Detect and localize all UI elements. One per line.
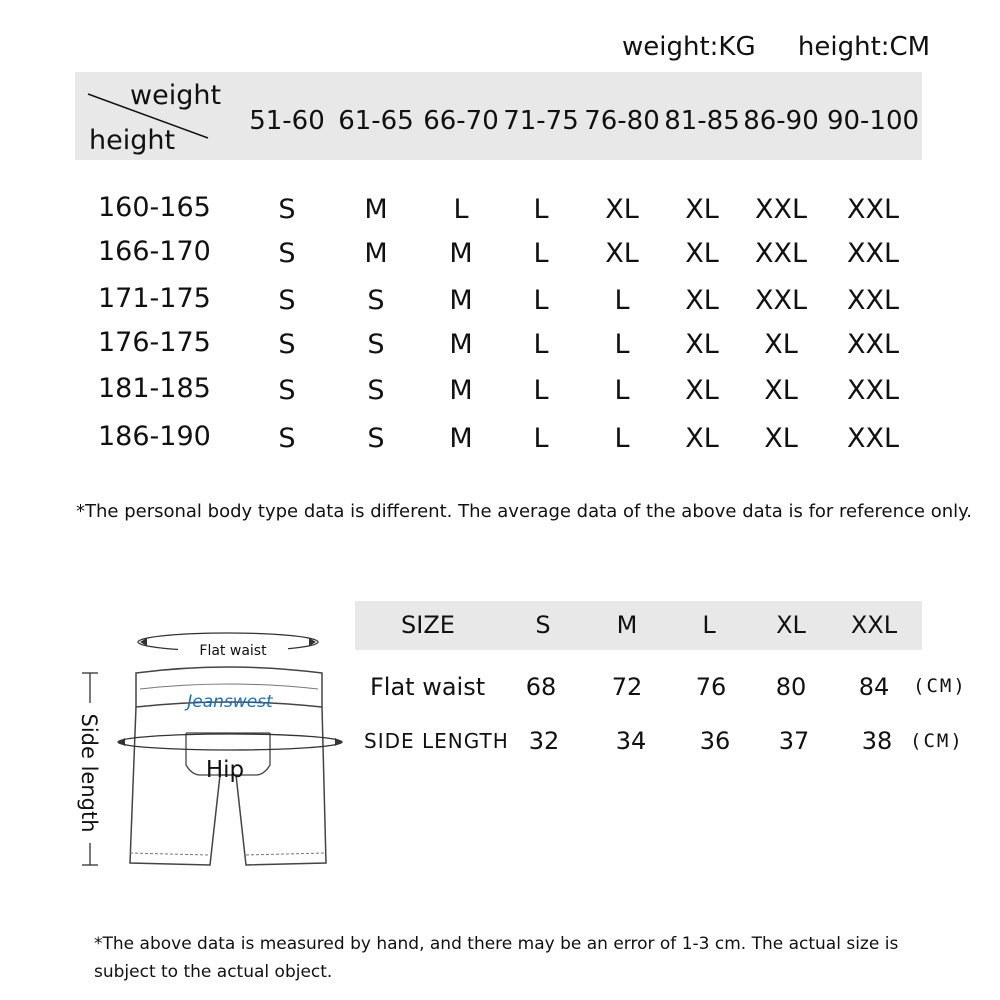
size-cell: XXL [846, 329, 900, 360]
size-cell: XL [764, 329, 798, 360]
size-cell: XL [685, 329, 719, 360]
size-cell: M [449, 238, 473, 269]
weight-column-header: 71-75 [503, 106, 579, 136]
size-cell: XL [685, 238, 719, 269]
size-cell: M [364, 194, 388, 225]
size-cell: XXL [846, 375, 900, 406]
size-cell: XXL [846, 423, 900, 454]
size-cell: XXL [846, 194, 900, 225]
size-cell: XL [685, 285, 719, 316]
height-row-label: 160-165 [98, 192, 211, 223]
size-cell: XL [605, 194, 639, 225]
size-cell: M [449, 285, 473, 316]
size-cell: L [614, 423, 630, 454]
weight-unit: weight:KG [622, 32, 756, 62]
reference-note: *The personal body type data is different. The average data of the above data is for reference only. [76, 501, 972, 522]
size-cell: XL [605, 238, 639, 269]
height-unit: height:CM [797, 32, 931, 62]
flat-waist-value: 84 [858, 673, 890, 701]
height-row-label: 171-175 [98, 283, 211, 314]
weight-column-header: 76-80 [584, 106, 660, 136]
size-cell: M [364, 238, 388, 269]
shorts-diagram [70, 625, 350, 880]
corner-height-label: height [89, 125, 176, 156]
units-legend [622, 32, 930, 62]
size-cell: M [449, 329, 473, 360]
size-cell: M [449, 375, 473, 406]
side-length-value: 34 [615, 727, 647, 755]
size-cell: XL [685, 194, 719, 225]
size-cell: L [533, 375, 549, 406]
size-cell: S [278, 285, 296, 316]
weight-column-header: 86-90 [743, 106, 819, 136]
size-column-header: XL [776, 611, 806, 639]
side-length-value: 32 [528, 727, 560, 755]
flat-waist-value: 80 [775, 673, 807, 701]
hip-arrow [118, 734, 342, 750]
size-cell: L [533, 329, 549, 360]
size-cell: S [367, 375, 385, 406]
size-cell: S [367, 329, 385, 360]
size-cell: S [278, 329, 296, 360]
side-length-value: 36 [699, 727, 731, 755]
flat-waist-value: 68 [525, 673, 557, 701]
size-cell: L [533, 285, 549, 316]
size-cell: XXL [846, 238, 900, 269]
size-cell: XL [764, 375, 798, 406]
size-cell: S [278, 375, 296, 406]
height-row-label: 186-190 [98, 421, 211, 452]
size-cell: M [449, 423, 473, 454]
size-cell: L [614, 329, 630, 360]
size-cell: L [533, 194, 549, 225]
side-length-row-label: SIDE LENGTH [364, 729, 509, 753]
size-column-header: M [616, 611, 638, 639]
flat-waist-diagram-label: Flat waist [199, 643, 267, 659]
size-header-label: SIZE [401, 611, 455, 639]
size-cell: XXL [754, 285, 808, 316]
weight-column-header: 61-65 [338, 106, 414, 136]
shorts-outline [130, 707, 326, 865]
size-cell: L [533, 423, 549, 454]
size-cell: XXL [754, 238, 808, 269]
corner-weight-label: weight [130, 80, 222, 111]
size-cell: S [367, 423, 385, 454]
size-cell: XL [685, 423, 719, 454]
measurement-note: *The above data is measured by hand, and there may be an error of 1-3 cm. The actual size is subject to the actual object. [94, 934, 899, 982]
size-cell: S [278, 238, 296, 269]
side-length-label: Side length [77, 713, 101, 833]
weight-column-header: 90-100 [826, 106, 920, 136]
side-length-unit: (CM) [910, 730, 964, 752]
size-cell: L [453, 194, 469, 225]
flat-waist-unit: (CM) [913, 675, 967, 697]
size-cell: XXL [846, 285, 900, 316]
size-cell: XL [764, 423, 798, 454]
size-column-header: S [535, 611, 551, 639]
weight-column-header: 66-70 [423, 106, 499, 136]
height-row-label: 181-185 [98, 373, 211, 404]
size-cell: XL [685, 375, 719, 406]
size-cell: S [278, 194, 296, 225]
size-cell: L [533, 238, 549, 269]
flat-waist-value: 76 [695, 673, 727, 701]
flat-waist-row-label: Flat waist [370, 673, 486, 701]
size-cell: S [278, 423, 296, 454]
size-column-header: XXL [850, 611, 898, 639]
size-cell: L [614, 285, 630, 316]
height-row-label: 166-170 [98, 236, 211, 267]
side-length-value: 37 [778, 727, 810, 755]
size-cell: XXL [754, 194, 808, 225]
brand-logo: Jeanswest [187, 692, 273, 712]
size-column-header: L [702, 611, 716, 639]
hip-label: Hip [205, 757, 245, 783]
height-row-label: 176-175 [98, 327, 211, 358]
size-cell: S [367, 285, 385, 316]
weight-column-header: 51-60 [249, 106, 325, 136]
side-length-value: 38 [861, 727, 893, 755]
weight-column-header: 81-85 [664, 106, 740, 136]
flat-waist-value: 72 [611, 673, 643, 701]
size-cell: L [614, 375, 630, 406]
